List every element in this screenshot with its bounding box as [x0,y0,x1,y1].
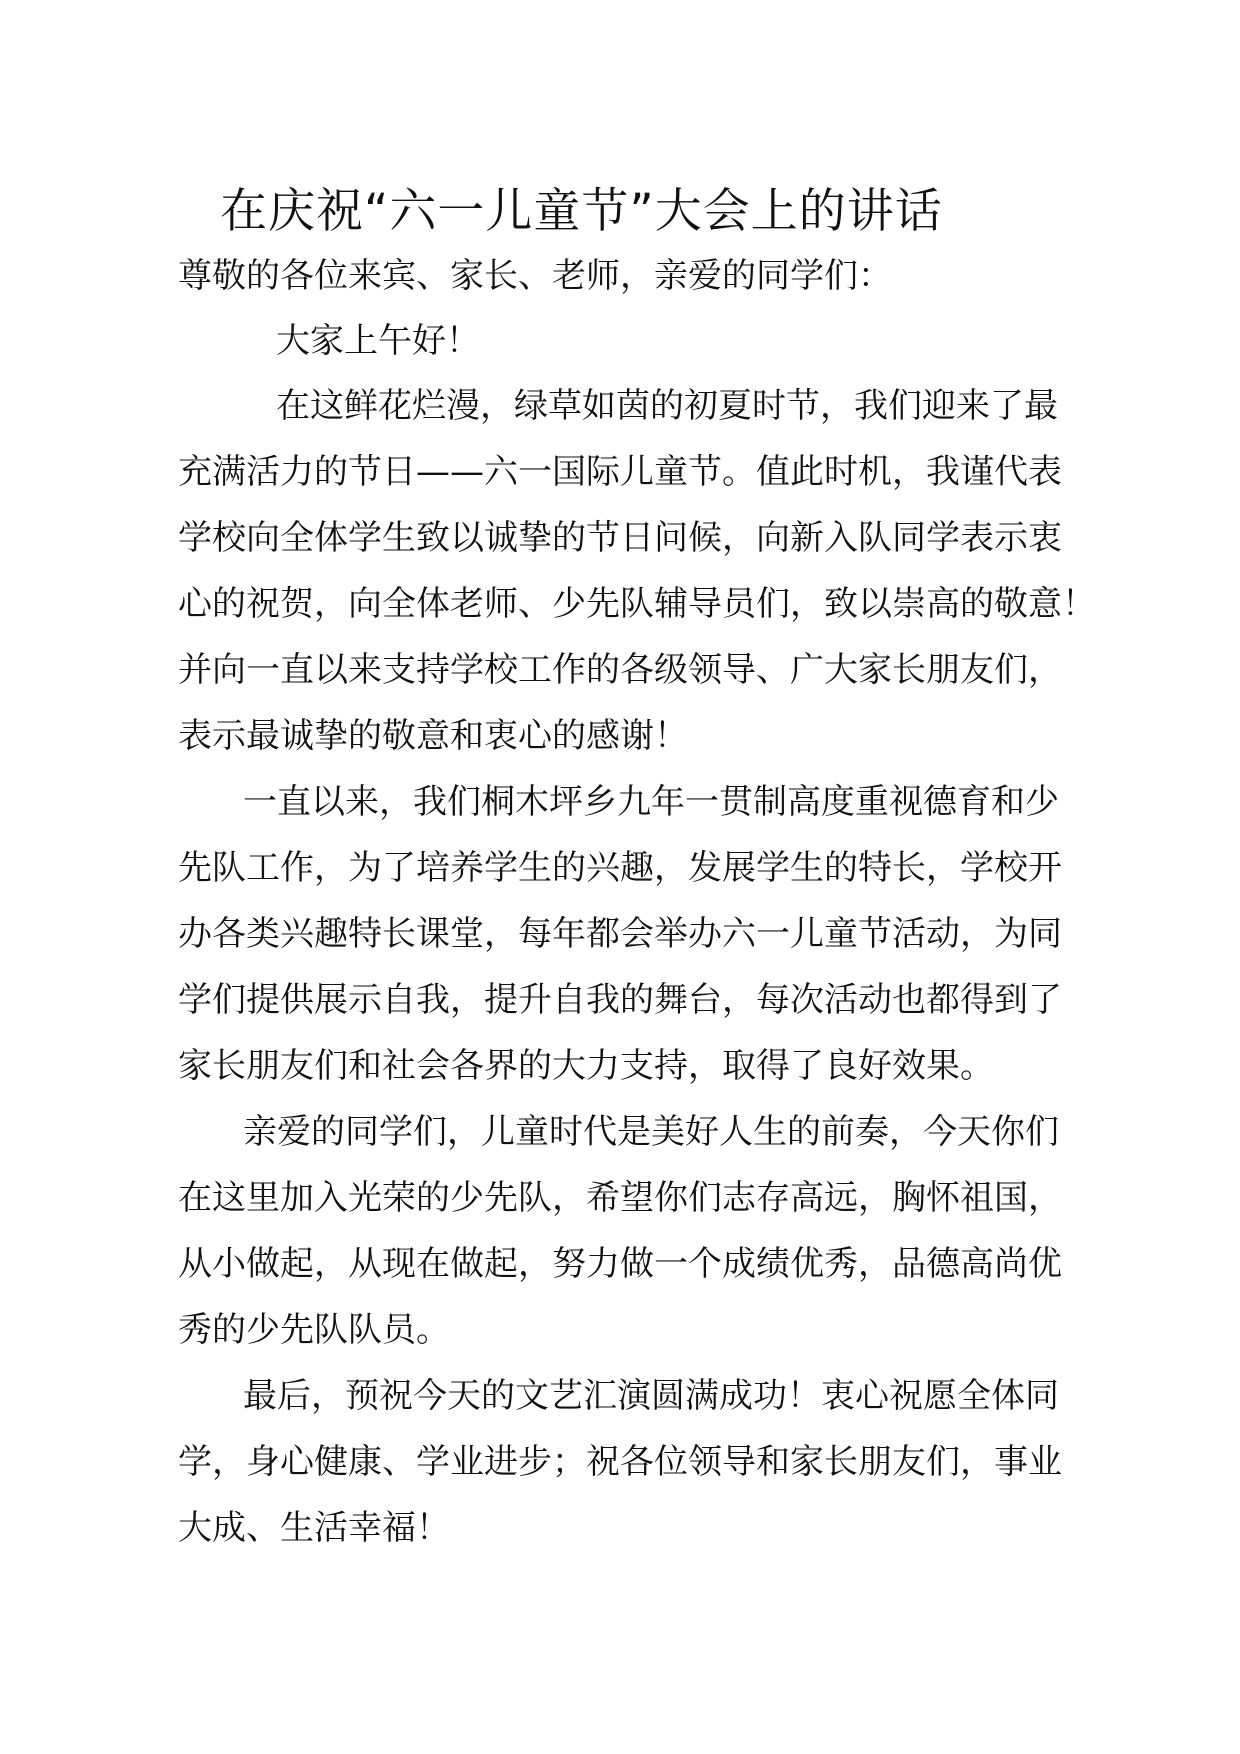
paragraph-line: 学校向全体学生致以诚挚的节日问候，向新入队同学表示衷 [178,518,1062,558]
paragraph-line: 先队工作，为了培养学生的兴趣，发展学生的特长，学校开 [178,848,1062,888]
paragraph-line: 充满活力的节日——六一国际儿童节。值此时机，我谨代表 [178,452,1062,492]
paragraph-line: 在这鲜花烂漫，绿草如茵的初夏时节，我们迎来了最 [276,386,1058,426]
document-title: 在庆祝“六一儿童节”大会上的讲话 [220,184,943,239]
paragraph-line: 办各类兴趣特长课堂，每年都会举办六一儿童节活动，为同 [178,914,1062,954]
paragraph-line: 大成、生活幸福！ [178,1508,450,1548]
paragraph-line: 学们提供展示自我，提升自我的舞台，每次活动也都得到了 [178,980,1062,1020]
paragraph-line: 表示最诚挚的敬意和衷心的感谢！ [178,716,688,756]
paragraph-line: 心的祝贺，向全体老师、少先队辅导员们，致以崇高的敬意！ [178,584,1096,624]
paragraph-line: 并向一直以来支持学校工作的各级领导、广大家长朋友们， [178,650,1062,690]
greeting: 大家上午好！ [276,321,480,361]
paragraph-line: 家长朋友们和社会各界的大力支持，取得了良好效果。 [178,1046,994,1086]
paragraph-line: 一直以来，我们桐木坪乡九年一贯制高度重视德育和少 [243,782,1059,822]
paragraph-line: 秀的少先队队员。 [178,1310,450,1350]
paragraph-line: 学，身心健康、学业进步；祝各位领导和家长朋友们，事业 [178,1442,1062,1482]
paragraph-line: 亲爱的同学们，儿童时代是美好人生的前奏，今天你们 [243,1112,1059,1152]
salutation: 尊敬的各位来宾、家长、老师，亲爱的同学们： [178,256,892,296]
paragraph-line: 在这里加入光荣的少先队，希望你们志存高远，胸怀祖国， [178,1178,1062,1218]
paragraph-line: 最后，预祝今天的文艺汇演圆满成功！衷心祝愿全体同 [243,1376,1059,1416]
paragraph-line: 从小做起，从现在做起，努力做一个成绩优秀，品德高尚优 [178,1244,1062,1284]
